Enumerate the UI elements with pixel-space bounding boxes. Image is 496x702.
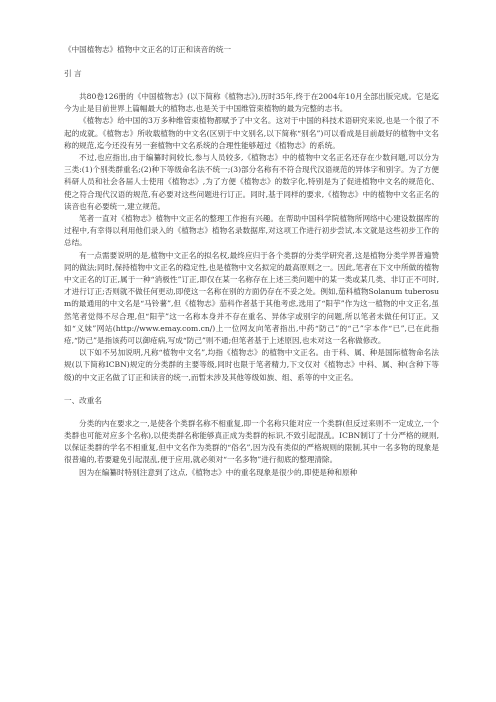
section-heading-introduction: 引 言	[64, 69, 82, 78]
paragraph: 有一点需要说明的是,植物中文正名的拟名权,最终应归于各个类群的分类学研究者,这是植物分类学界普遍赞同的做法;同时,保持植物中文正名的稳定性,也是植物中文名拟定的最高原则之一。因此,笔者在下文中所做的植物中文正名的订正,属于一种“消极性”订正,即仅在某一名称存在上述三类问题中的某一类或某几类、非订正不可时,才进行订正;否则就不做任何更动,即使这一名称在别的方面仍存在不妥之处。例如,茄科植物Solanum tuberosum的最通用的中文名是“马铃薯”,但《植物志》茄科作者基于其他考虑,选用了“阳芋”作为这一植物的中文正名,虽然笔者觉得不尽合理,但“阳芋”这一名称本身并不存在重名、异体字或别字的问题,所以笔者未做任何订正。又如“义妹”网站(http://www.emay.com.cn/)上一位网友向笔者指出,中药“防己”的“己”字本作“已”,已在此指疮,“防己”是指该药可以御疮病,写成“防己”则不通;但笔者基于上述原因,也未对这一名称做修改。	[64, 250, 439, 346]
section-heading-rename-duplicates: 一、改重名	[64, 395, 102, 405]
paragraph: 共80卷126册的《中国植物志》(以下简称《植物志》),历时35年,终于在2004年10月全部出版完成。它是迄今为止是目前世界上篇幅最大的植物志,也是关于中国维管束植物的最为完整的志书。	[64, 92, 439, 114]
paragraph: 因为在编纂时特别注意到了这点,《植物志》中的重名现象是很少的,即使是种和原种	[79, 467, 358, 477]
paragraph: 分类的内在要求之一,是使各个类群名称不相重复,即一个名称只能对应一个类群(但反过来则不一定成立,一个类群也可能对应多个名称),以使类群名称能够真正成为类群的标识,不致引起混乱。ICBN制订了十分严格的规则,以保证类群的学名不相重复,但中文名作为类群的“俗名”,因为没有类似的严格规则的限制,其中一名多物的现象是很普遍的,若要避免引起混乱,便于应用,就必须对“一名多物”进行彻底的整理清除。	[64, 418, 439, 465]
paragraph: 不过,也应指出,由于编纂时间较长,参与人员较多,《植物志》中的植物中文名正名还存在少数问题,可以分为三类:(1)个别类群重名;(2)种下等级命名法不统一;(3)部分名称有不符合现代汉语规范的异体字和别字。为了方便科研人员和社会各届人士使用《植物志》,为了方便《植物志》的数字化,特别是为了促进植物中文名的规范化、使之符合现代汉语的规范,有必要对这些问题进行订正。同时,基于同样的要求,《植物志》中的植物中文名正名的读音也有必要统一,建立规范。	[64, 153, 439, 211]
paragraph: 《植物志》给中国的3万多种维管束植物都赋予了中文名。这对于中国的科技术语研究来说,也是一个很了不起的成就。《植物志》所收载植物的中文名(区别于中文别名,以下简称“别名”)可以看成是目前最好的植物中文名称的规范,迄今还没有另一套植物中文名系统的合理性能够超过《植物志》的系统。	[64, 116, 439, 150]
paragraph: 笔者一直对《植物志》植物中文正名的整理工作抱有兴趣。在帮助中国科学院植物所网络中心建设数据库的过程中,有幸得以利用他们录入的《植物志》植物名录数据库,对这项工作进行初步尝试,本文就是这些初步工作的总结。	[64, 214, 439, 248]
document-title: 《中国植物志》植物中文正名的订正和读音的统一	[64, 45, 232, 54]
paragraph: 以下如不另加说明,凡称“植物中文名”,均指《植物志》的植物中文正名。由于科、属、种是国际植物命名法规(以下简称ICBN)规定的分类群的主要等级,同时也限于笔者精力,下文仅对《植物志》中科、属、种(含种下等级)的中文正名做了订正和读音的统一,而暂未涉及其他等级如族、组、系等的中文正名。	[64, 348, 439, 382]
